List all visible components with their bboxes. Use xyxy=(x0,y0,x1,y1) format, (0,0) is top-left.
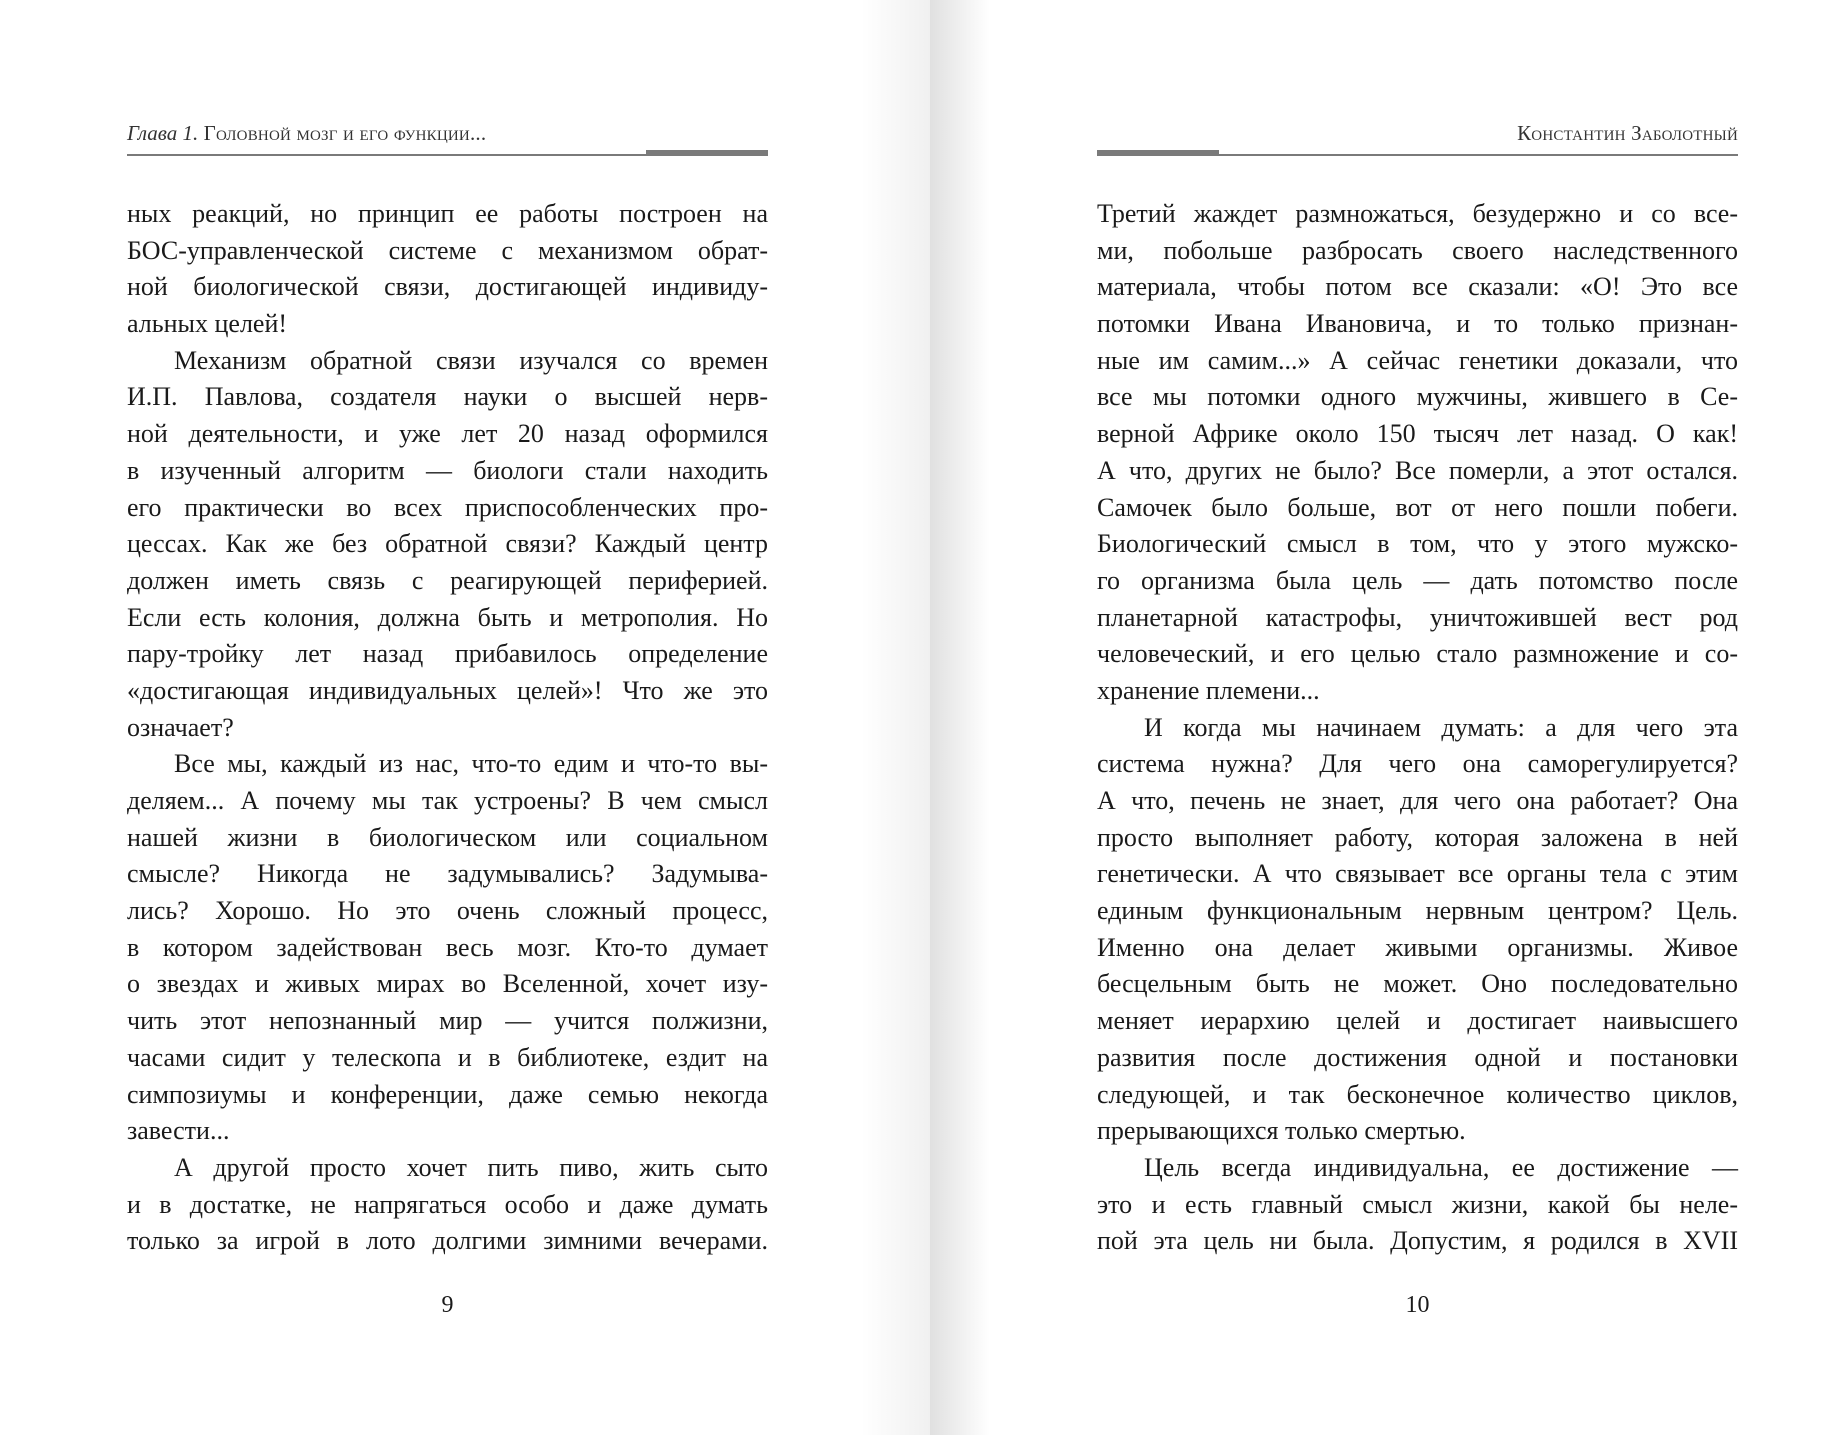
header-rule-accent xyxy=(1097,150,1219,156)
text-line: прерывающихся только смертью. xyxy=(1097,1116,1466,1146)
text-line: чить этот непознанный мир — учится полжизни, xyxy=(127,1006,768,1036)
text-line: И.П. Павлова, создателя науки о высшей нерв- xyxy=(127,382,768,412)
text-line: человеческий, и его целью стало размножение и со- xyxy=(1097,639,1738,669)
text-line: система нужна? Для чего она саморегулируется? xyxy=(1097,749,1738,779)
text-line: ной деятельности, и уже лет 20 назад оформился xyxy=(127,419,768,449)
text-line: это и есть главный смысл жизни, какой бы неле- xyxy=(1097,1189,1738,1219)
text-line: бесцельным быть не может. Оно последовательно xyxy=(1097,969,1738,999)
text-line: Именно она делает живыми организмы. Живое xyxy=(1097,932,1738,962)
text-line: го организма была цель — дать потомство после xyxy=(1097,565,1738,595)
text-line: означает? xyxy=(127,712,234,742)
text-line: лись? Хорошо. Но это очень сложный процесс, xyxy=(127,896,768,926)
text-line: «достигающая индивидуальных целей»! Что же это xyxy=(127,675,768,705)
left-page xyxy=(127,0,768,1435)
right-page xyxy=(1097,0,1738,1435)
text-line: симпозиумы и конференции, даже семью некогда xyxy=(127,1079,768,1109)
text-line: ной биологической связи, достигающей индивиду- xyxy=(127,272,768,302)
author-name: Константин Заболотный xyxy=(1517,121,1738,145)
text-line: должен иметь связь с реагирующей периферией. xyxy=(127,565,768,595)
text-line: Все мы, каждый из нас, что-то едим и что-то вы- xyxy=(174,749,768,779)
text-line: только за игрой в лото долгими зимними вечерами. xyxy=(127,1226,768,1256)
running-header xyxy=(127,120,768,156)
text-line: в изученный алгоритм — биологи стали находить xyxy=(127,455,768,485)
text-line: деляем... А почему мы так устроены? В чем смысл xyxy=(127,786,768,815)
text-line: все мы потомки одного мужчины, жившего в Се- xyxy=(1097,382,1738,412)
text-line: А что, печень не знает, для чего она работает? Она xyxy=(1097,786,1738,815)
text-line: Биологический смысл в том, что у этого мужско- xyxy=(1097,529,1738,559)
text-line: следующей, и так бесконечное количество циклов, xyxy=(1097,1079,1738,1109)
body-text xyxy=(1097,196,1738,1260)
text-line: нашей жизни в биологическом или социальном xyxy=(127,822,768,852)
text-line: Самочек было больше, вот от него пошли побеги. xyxy=(1097,492,1738,522)
text-line: и в достатке, не напрягаться особо и даже думать xyxy=(127,1189,768,1219)
text-line: планетарной катастрофы, уничтожившей вест род xyxy=(1097,602,1738,632)
chapter-label: Глава 1. xyxy=(127,121,199,145)
text-line: меняет иерархию целей и достигает наивысшего xyxy=(1097,1006,1738,1036)
text-line: Если есть колония, должна быть и метрополия. Но xyxy=(127,602,768,632)
text-line: его практически во всех приспособленческих про- xyxy=(127,492,768,522)
text-line: Цель всегда индивидуальна, ее достижение — xyxy=(1144,1152,1738,1182)
text-line: ных реакций, но принцип ее работы построен на xyxy=(127,199,768,228)
chapter-title xyxy=(127,121,486,146)
text-line: Механизм обратной связи изучался со времен xyxy=(174,345,768,375)
text-line: о звездах и живых мирах во Вселенной, хочет изу- xyxy=(127,969,768,999)
book-spine-shadow-left xyxy=(860,0,930,1435)
text-line: альных целей! xyxy=(127,309,288,339)
text-line: БОС-управленческой системе с механизмом обрат- xyxy=(127,235,768,265)
text-line: ные им самим...» А сейчас генетики доказали, что xyxy=(1097,345,1738,375)
text-line: единым функциональным нервным центром? Цель. xyxy=(1097,896,1738,926)
book-spine-shadow-right xyxy=(930,0,990,1435)
text-line: пой эта цель ни была. Допустим, я родился в XVII xyxy=(1097,1226,1738,1256)
text-line: материала, чтобы потом все сказали: «О! Это все xyxy=(1097,272,1738,302)
text-line: завести... xyxy=(127,1116,230,1146)
text-line: Третий жаждет размножаться, безудержно и со все- xyxy=(1097,199,1738,228)
text-line: хранение племени... xyxy=(1097,675,1320,705)
text-line: И когда мы начинаем думать: а для чего эта xyxy=(1144,712,1738,742)
chapter-name: Головной мозг и его функции... xyxy=(198,121,487,145)
body-text xyxy=(127,196,768,1260)
text-line: часами сидит у телескопа и в библиотеке, ездит на xyxy=(127,1042,768,1072)
text-line: в котором задействован весь мозг. Кто-то думает xyxy=(127,932,768,962)
running-header xyxy=(1097,120,1738,156)
page-number: 9 xyxy=(441,1292,454,1318)
text-line: просто выполняет работу, которая заложена в ней xyxy=(1097,822,1738,852)
text-line: ми, побольше разбросать своего наследственного xyxy=(1097,235,1738,265)
text-line: А другой просто хочет пить пиво, жить сыто xyxy=(174,1152,768,1182)
text-line: цессах. Как же без обратной связи? Каждый центр xyxy=(127,529,768,559)
text-line: А что, других не было? Все померли, а этот остался. xyxy=(1097,455,1738,485)
text-line: потомки Ивана Ивановича, и то только признан- xyxy=(1097,309,1738,339)
text-line: смысле? Никогда не задумывались? Задумыва- xyxy=(127,859,768,889)
text-line: развития после достижения одной и постановки xyxy=(1097,1042,1738,1072)
text-line: генетически. А что связывает все органы тела с этим xyxy=(1097,859,1738,889)
text-line: верной Африке около 150 тысяч лет назад. О как! xyxy=(1097,419,1738,449)
page-number: 10 xyxy=(1405,1292,1430,1318)
text-line: пару-тройку лет назад прибавилось определение xyxy=(127,639,768,669)
header-rule-accent xyxy=(646,150,768,156)
